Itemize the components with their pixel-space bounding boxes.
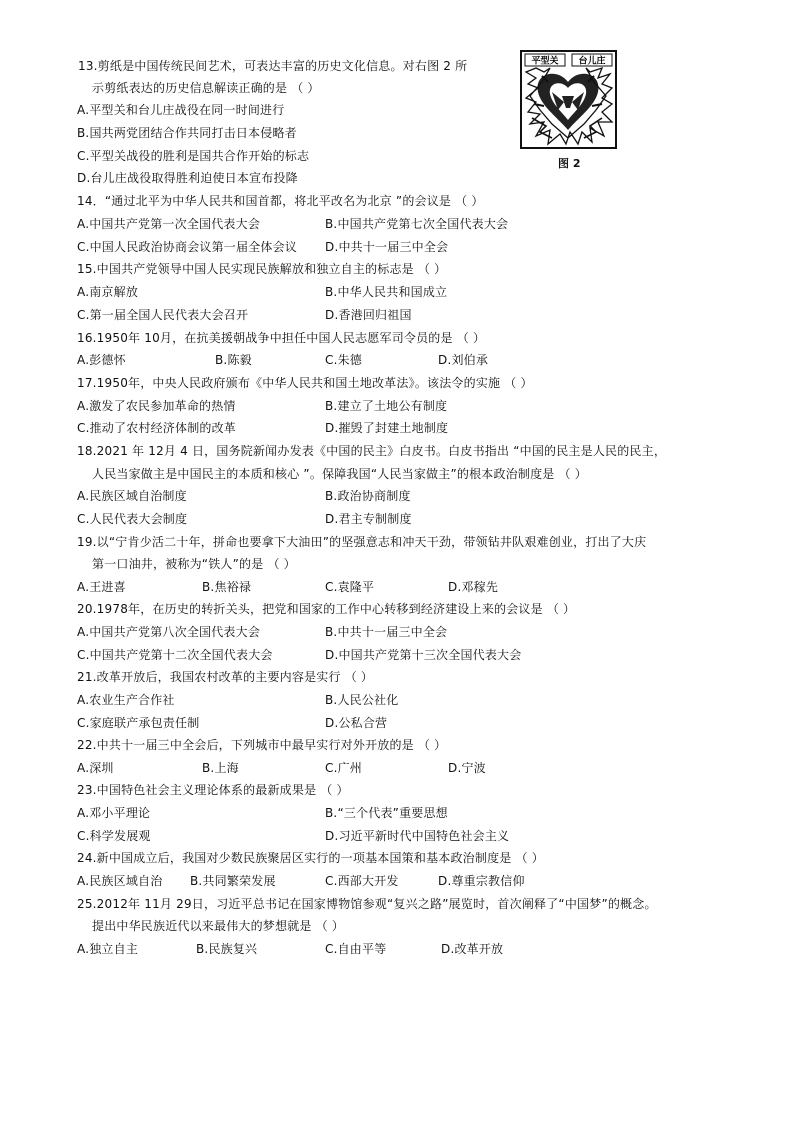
question-24-option-b: B.共同繁荣发展 — [190, 874, 276, 888]
question-19-option-c: C.袁隆平 — [325, 580, 375, 594]
question-16-option-d: D.刘伯承 — [438, 353, 489, 367]
question-23-option-b: B.“三个代表”重要思想 — [325, 806, 448, 820]
question-22-stem: 22.中共十一届三中全会后，下列城市中最早实行对外开放的是 （ ） — [77, 738, 447, 752]
question-13-option-b: B.国共两党团结合作共同打击日本侵略者 — [77, 126, 297, 140]
question-18-stem-line-1: 18.2021 年 12月 4 日，国务院新闻办发表《中国的民主》白皮书。白皮书指出 “中国的民主是人民的民主， — [77, 444, 667, 458]
question-18-option-c: C.人民代表大会制度 — [77, 512, 188, 526]
question-18-option-b: B.政治协商制度 — [325, 489, 411, 503]
question-17-stem: 17.1950年，中央人民政府颁布《中华人民共和国土地改革法》。该法令的实施 （ ） — [77, 376, 533, 390]
question-25-stem-line-2: 提出中华民族近代以来最伟大的梦想就是 （ ） — [92, 919, 345, 933]
question-16-stem: 16.1950年 10月，在抗美援朝战争中担任中国人民志愿军司令员的是 （ ） — [77, 331, 486, 345]
question-17-option-d: D.摧毁了封建土地制度 — [325, 421, 449, 435]
question-23-option-d: D.习近平新时代中国特色社会主义 — [325, 829, 510, 843]
question-21-option-a: A.农业生产合作社 — [77, 693, 175, 707]
question-25-option-d: D.改革开放 — [441, 942, 504, 956]
question-25-stem-line-1: 25.2012年 11月 29日，习近平总书记在国家博物馆参观“复兴之路”展览时，首次阐释了“中国梦”的概念。 — [77, 897, 657, 911]
question-19-stem-line-1: 19.以“宁肯少活二十年，拼命也要拿下大油田”的坚强意志和冲天干劲，带领钻井队艰难创业，打出了大庆 — [77, 535, 647, 549]
question-24-option-d: D.尊重宗教信仰 — [438, 874, 525, 888]
question-23-stem: 23.中国特色社会主义理论体系的最新成果是 （ ） — [77, 783, 349, 797]
question-13-stem-line-1: 13.剪纸是中国传统民间艺术，可表达丰富的历史文化信息。对右图 2 所 — [78, 59, 468, 73]
question-14-option-b: B.中国共产党第七次全国代表大会 — [325, 217, 509, 231]
question-18-stem-line-2: 人民当家做主是中国民主的本质和核心 ”。保障我国“人民当家做主”的根本政治制度是 （ ） — [92, 467, 587, 481]
question-21-option-b: B.人民公社化 — [325, 693, 399, 707]
paper-cut-image — [522, 52, 615, 147]
question-13-stem-line-2: 示剪纸表达的历史信息解读正确的是 （ ） — [92, 81, 320, 95]
question-24-stem: 24.新中国成立后，我国对少数民族聚居区实行的一项基本国策和基本政治制度是 （ ） — [77, 851, 544, 865]
question-21-option-d: D.公私合营 — [325, 716, 388, 730]
question-19-stem-line-2: 第一口油井，被称为“铁人”的是 （ ） — [92, 557, 296, 571]
question-20-option-a: A.中国共产党第八次全国代表大会 — [77, 625, 261, 639]
banner-right-text: 台儿庄 — [578, 56, 606, 67]
question-14-option-a: A.中国共产党第一次全国代表大会 — [77, 217, 261, 231]
question-19-option-b: B.焦裕禄 — [202, 580, 252, 594]
question-22-option-c: C.广州 — [325, 761, 362, 775]
question-14-option-d: D.中共十一届三中全会 — [325, 240, 449, 254]
question-15-option-a: A.南京解放 — [77, 285, 139, 299]
question-25-option-a: A.独立自主 — [77, 942, 139, 956]
question-15-option-c: C.第一届全国人民代表大会召开 — [77, 308, 249, 322]
figure-caption: 图 2 — [558, 157, 581, 170]
question-23-option-a: A.邓小平理论 — [77, 806, 151, 820]
question-22-option-d: D.宁波 — [448, 761, 486, 775]
question-15-option-d: D.香港回归祖国 — [325, 308, 412, 322]
question-16-option-b: B.陈毅 — [215, 353, 252, 367]
question-21-option-c: C.家庭联产承包责任制 — [77, 716, 200, 730]
question-24-option-c: C.西部大开发 — [325, 874, 399, 888]
question-15-stem: 15.中国共产党领导中国人民实现民族解放和独立自主的标志是 （ ） — [77, 262, 447, 276]
question-17-option-a: A.激发了农民参加革命的热情 — [77, 399, 236, 413]
question-13-option-c: C.平型关战役的胜利是国共合作开始的标志 — [77, 149, 310, 163]
question-14-stem: 14．“通过北平为中华人民共和国首都，将北平改名为北京 ”的会议是 （ ） — [77, 194, 484, 208]
question-19-option-a: A.王进喜 — [77, 580, 126, 594]
paper-cut-figure — [520, 50, 617, 149]
question-18-option-d: D.君主专制制度 — [325, 512, 412, 526]
question-15-option-b: B.中华人民共和国成立 — [325, 285, 448, 299]
question-24-option-a: A.民族区域自治 — [77, 874, 163, 888]
question-14-option-c: C.中国人民政治协商会议第一届全体会议 — [77, 240, 297, 254]
question-20-stem: 20.1978年，在历史的转折关头，把党和国家的工作中心转移到经济建设上来的会议是 （ ） — [77, 602, 576, 616]
question-13-option-d: D.台儿庄战役取得胜利迫使日本宣布投降 — [77, 171, 298, 185]
question-22-option-b: B.上海 — [202, 761, 239, 775]
question-20-option-d: D.中国共产党第十三次全国代表大会 — [325, 648, 522, 662]
banner-left-text: 平型关 — [531, 56, 559, 67]
question-25-option-b: B.民族复兴 — [196, 942, 258, 956]
question-16-option-c: C.朱德 — [325, 353, 362, 367]
question-23-option-c: C.科学发展观 — [77, 829, 151, 843]
question-18-option-a: A.民族区域自治制度 — [77, 489, 187, 503]
question-17-option-c: C.推动了农村经济体制的改革 — [77, 421, 236, 435]
question-20-option-c: C.中国共产党第十二次全国代表大会 — [77, 648, 273, 662]
question-13-option-a: A.平型关和台儿庄战役在同一时间进行 — [77, 103, 285, 117]
question-25-option-c: C.自由平等 — [325, 942, 387, 956]
question-22-option-a: A.深圳 — [77, 761, 114, 775]
question-17-option-b: B.建立了土地公有制度 — [325, 399, 448, 413]
question-16-option-a: A.彭德怀 — [77, 353, 126, 367]
question-20-option-b: B.中共十一届三中全会 — [325, 625, 448, 639]
question-21-stem: 21.改革开放后，我国农村改革的主要内容是实行 （ ） — [77, 670, 374, 684]
question-19-option-d: D.邓稼先 — [448, 580, 499, 594]
